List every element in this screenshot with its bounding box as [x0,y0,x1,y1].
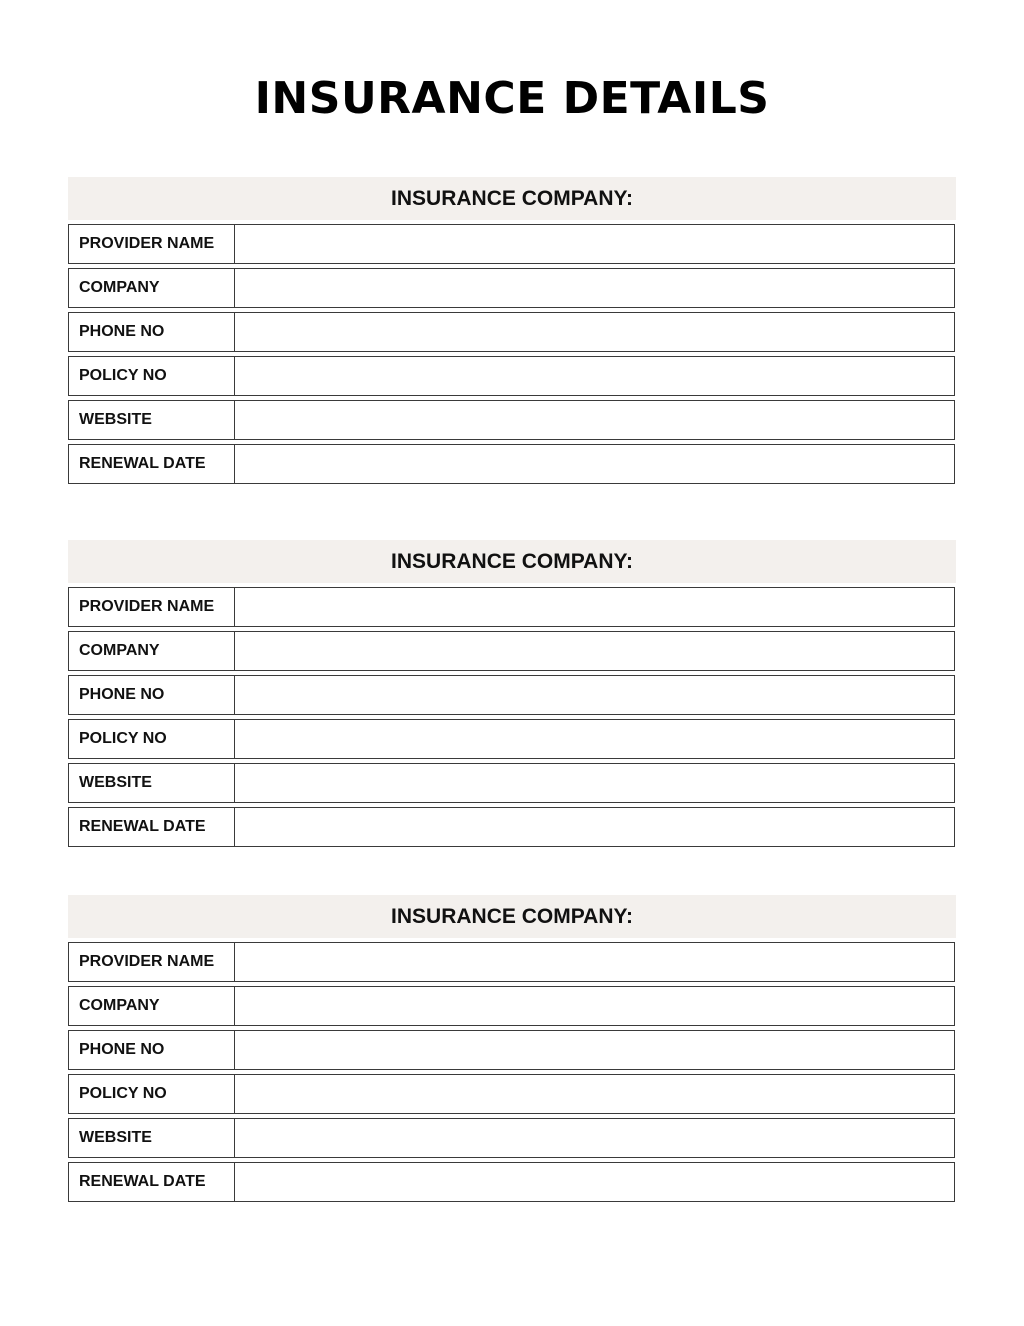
website-field[interactable] [234,400,955,440]
policy-no-field[interactable] [234,1074,955,1114]
company-field[interactable] [234,986,955,1026]
form-row-company [68,268,956,308]
form-row-renewal-date [68,807,956,847]
field-label: COMPANY [68,986,240,1026]
form-row-renewal-date [68,444,956,484]
field-label: RENEWAL DATE [68,444,240,484]
form-row-provider-name [68,224,956,264]
policy-no-field[interactable] [234,719,955,759]
field-label: PROVIDER NAME [68,587,240,627]
section-header: INSURANCE COMPANY: [68,540,956,583]
form-row-website [68,763,956,803]
field-label: PHONE NO [68,1030,240,1070]
section-header: INSURANCE COMPANY: [68,177,956,220]
field-label: POLICY NO [68,719,240,759]
policy-no-field[interactable] [234,356,955,396]
form-row-phone-no [68,312,956,352]
form-row-phone-no [68,1030,956,1070]
phone-no-field[interactable] [234,312,955,352]
insurance-section-2 [68,540,956,847]
form-row-provider-name [68,587,956,627]
company-field[interactable] [234,631,955,671]
field-label: PROVIDER NAME [68,224,240,264]
field-label: WEBSITE [68,763,240,803]
field-label: RENEWAL DATE [68,1162,240,1202]
form-row-company [68,986,956,1026]
form-row-policy-no [68,719,956,759]
website-field[interactable] [234,763,955,803]
field-label: WEBSITE [68,400,240,440]
field-label: PHONE NO [68,312,240,352]
insurance-section-3 [68,895,956,1202]
field-label: WEBSITE [68,1118,240,1158]
phone-no-field[interactable] [234,675,955,715]
field-label: COMPANY [68,631,240,671]
provider-name-field[interactable] [234,942,955,982]
website-field[interactable] [234,1118,955,1158]
form-row-renewal-date [68,1162,956,1202]
renewal-date-field[interactable] [234,807,955,847]
insurance-section-1 [68,177,956,484]
field-label: POLICY NO [68,356,240,396]
field-label: PROVIDER NAME [68,942,240,982]
form-row-policy-no [68,1074,956,1114]
form-row-website [68,400,956,440]
section-header: INSURANCE COMPANY: [68,895,956,938]
field-label: COMPANY [68,268,240,308]
form-row-phone-no [68,675,956,715]
form-row-company [68,631,956,671]
provider-name-field[interactable] [234,587,955,627]
renewal-date-field[interactable] [234,1162,955,1202]
page-title: INSURANCE DETAILS [254,73,770,124]
field-label: POLICY NO [68,1074,240,1114]
company-field[interactable] [234,268,955,308]
form-row-policy-no [68,356,956,396]
form-row-website [68,1118,956,1158]
field-label: PHONE NO [68,675,240,715]
field-label: RENEWAL DATE [68,807,240,847]
provider-name-field[interactable] [234,224,955,264]
phone-no-field[interactable] [234,1030,955,1070]
renewal-date-field[interactable] [234,444,955,484]
form-row-provider-name [68,942,956,982]
